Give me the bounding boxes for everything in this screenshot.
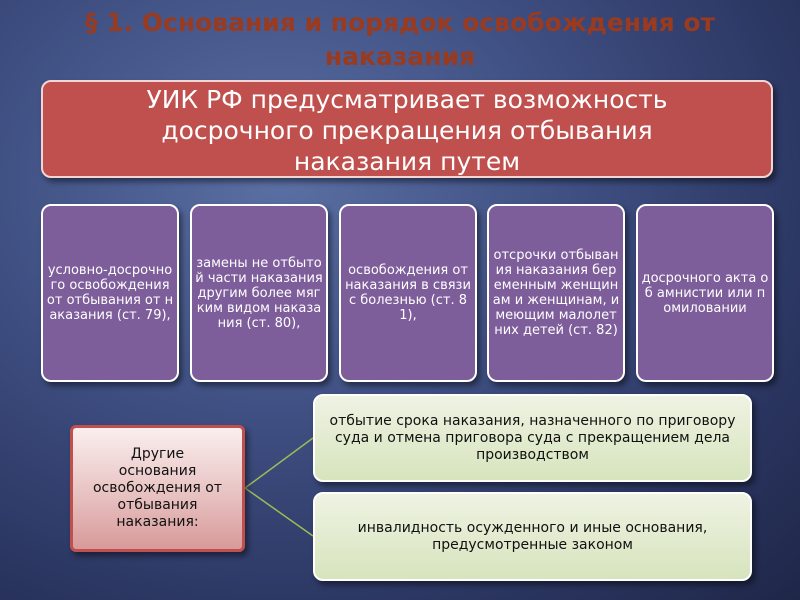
slide-title-line-2: наказания bbox=[324, 42, 476, 71]
slide-title-line-1: § 1. Основания и порядок освобождения от bbox=[84, 8, 716, 37]
connector-line-lower bbox=[245, 488, 313, 536]
card-parole-text: условно-досрочного освобождения от отбывания от наказания (ст. 79), bbox=[46, 263, 174, 323]
ground-sentence-served-box bbox=[313, 394, 752, 482]
main-statement-line-2: досрочного прекращения отбывания bbox=[161, 116, 653, 145]
card-sentence-replacement-text: замены не отбытой части наказания другим более мягким видом наказания (ст. 80), bbox=[195, 255, 323, 331]
other-grounds-line-3: освобождения от bbox=[92, 480, 223, 496]
card-illness-release-text: освобождения от наказания в связи с болезнью (ст. 81), bbox=[345, 263, 471, 323]
ground-disability-text: инвалидность осужденного и иные основания, предусмотренные законом bbox=[357, 519, 708, 553]
other-grounds-box bbox=[70, 425, 245, 552]
other-grounds-line-2: основания bbox=[118, 463, 197, 479]
other-grounds-line-1: Другие bbox=[130, 446, 185, 462]
card-amnesty-text: досрочного акта об амнистии или помиловании bbox=[641, 270, 769, 316]
ground-disability-box bbox=[313, 492, 752, 581]
other-grounds-line-4: отбывания bbox=[117, 497, 198, 513]
card-deferment-text: отсрочки отбывания наказания беременным женщинам и женщинам, имеющим малолетних детей (ст. 82) bbox=[492, 248, 620, 338]
connector-line-upper bbox=[245, 438, 313, 488]
other-grounds-line-5: наказания: bbox=[116, 514, 199, 530]
main-statement-line-1: УИК РФ предусматривает возможность bbox=[146, 85, 668, 114]
ground-sentence-served-text: отбытие срока наказания, назначенного по приговору суда и отмена приговора суда с прекращением дела производством bbox=[329, 412, 736, 463]
main-statement-line-3: наказания путем bbox=[293, 147, 521, 176]
